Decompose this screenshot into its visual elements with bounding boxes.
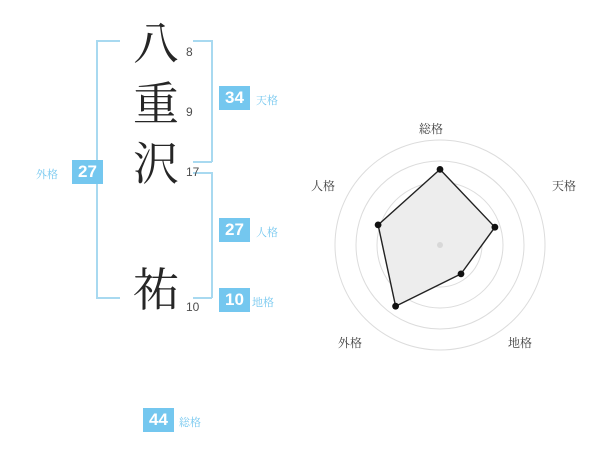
badge-tenkaku-value: 34 (219, 86, 250, 110)
bracket-gaikaku-bottom (96, 297, 120, 299)
radar-axis-label-tenkaku: 天格 (552, 179, 577, 193)
badge-chikaku-value: 10 (219, 288, 250, 312)
bracket-tenkaku-vertical (211, 40, 213, 162)
radar-axis-label-jinkaku: 人格 (311, 179, 336, 193)
bracket-gaikaku-top (96, 40, 120, 42)
radar-data-area (378, 169, 495, 306)
radar-chart (300, 0, 600, 470)
badge-gaikaku-label: 外格 (36, 169, 58, 181)
badge-chikaku-label: 地格 (252, 297, 274, 309)
kanji-char-4: 祐 (133, 265, 179, 316)
badge-tenkaku-label: 天格 (256, 95, 278, 107)
stroke-count-4: 10 (186, 300, 200, 314)
bracket-tenkaku-bottom (193, 161, 212, 163)
stroke-count-2: 9 (186, 105, 193, 119)
bracket-jinkaku-vertical (211, 172, 213, 298)
stroke-count-3: 17 (186, 165, 200, 179)
badge-soukaku-label: 総格 (179, 417, 201, 429)
radar-axis-label-soukaku: 総格 (419, 122, 444, 136)
kanji-char-1: 八 (133, 19, 179, 70)
radar-chart-svg (300, 0, 600, 470)
kanji-char-2: 重 (133, 79, 179, 130)
radar-axis-label-chikaku: 地格 (508, 336, 533, 350)
radar-center-dot (437, 242, 443, 248)
bracket-tenkaku-top (193, 40, 212, 42)
badge-gaikaku-value: 27 (72, 160, 103, 184)
badge-jinkaku-value: 27 (219, 218, 250, 242)
name-kakusu-diagram (0, 0, 300, 470)
badge-soukaku-value: 44 (143, 408, 174, 432)
kanji-char-3: 沢 (133, 139, 179, 190)
stroke-count-1: 8 (186, 45, 193, 59)
badge-jinkaku-label: 人格 (256, 227, 278, 239)
radar-axis-label-gaikaku: 外格 (338, 336, 363, 350)
bracket-jinkaku-bottom (193, 297, 212, 299)
